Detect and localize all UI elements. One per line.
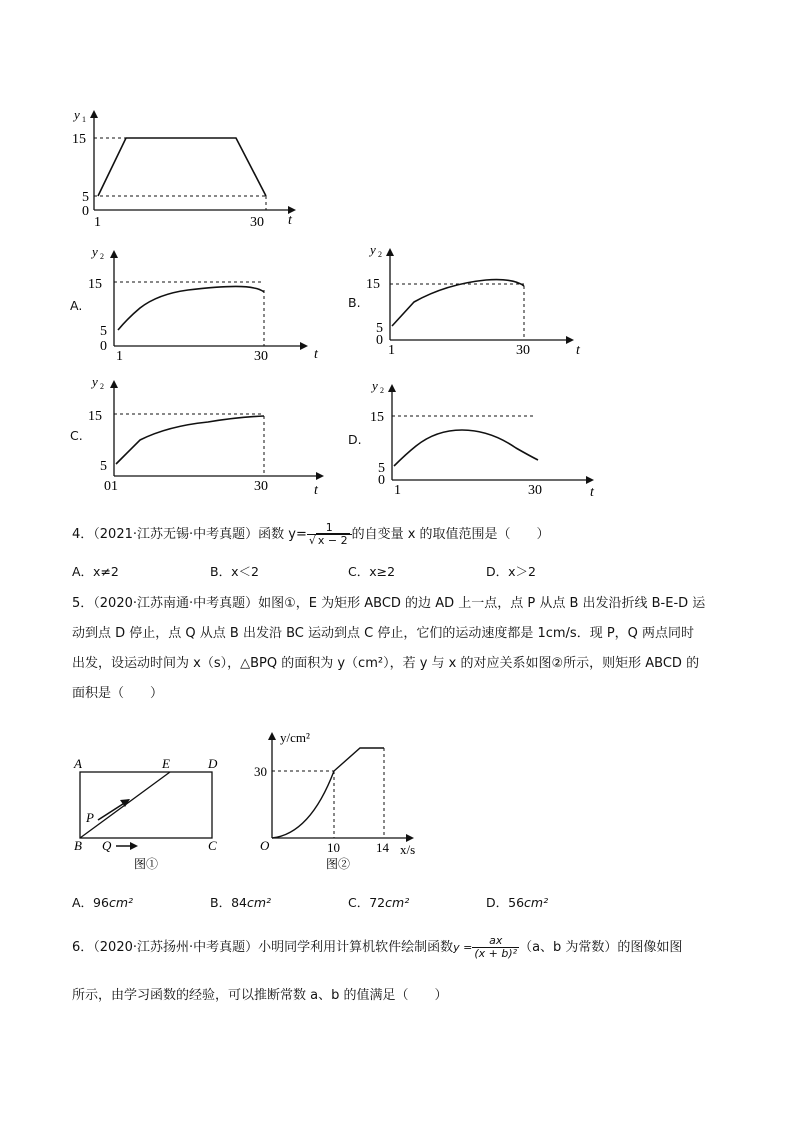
graph-option-b <box>366 240 596 360</box>
svg-text:O: O <box>260 838 270 853</box>
q4-option-a[interactable]: A．x≠2 <box>72 564 119 579</box>
y1-tick-30: 30 <box>250 215 264 230</box>
svg-text:1: 1 <box>394 483 401 498</box>
svg-text:A: A <box>74 756 82 771</box>
q3-option-a-label[interactable]: A. <box>70 298 83 313</box>
q5-line-3: 出发，设运动时间为 x（s），△BPQ 的面积为 y（cm²），若 y 与 x 的对应关系如图②所示，则矩形 ABCD 的 <box>72 656 700 671</box>
svg-text:15: 15 <box>370 410 384 425</box>
q4-option-c[interactable]: C．x≥2 <box>348 564 396 579</box>
q6-y-eq: y = <box>453 941 473 954</box>
svg-text:1: 1 <box>116 349 123 362</box>
svg-text:5: 5 <box>100 324 107 339</box>
question-6 <box>72 935 732 960</box>
y1-tick-1: 1 <box>94 215 101 230</box>
question-6-line-2: 所示，由学习函数的经验，可以推断常数 a、b 的值满足（ ） <box>72 988 448 1003</box>
svg-text:D: D <box>208 756 218 771</box>
y1-x-label: t <box>288 213 292 228</box>
fig1-caption: 图① <box>134 857 159 871</box>
svg-text:2: 2 <box>378 250 382 259</box>
svg-text:Q: Q <box>102 838 112 853</box>
svg-text:2: 2 <box>100 252 104 261</box>
svg-text:15: 15 <box>88 277 102 292</box>
svg-text:0: 0 <box>378 473 385 488</box>
graph-option-d <box>366 376 606 500</box>
svg-text:15: 15 <box>366 277 380 292</box>
svg-text:t: t <box>314 347 318 362</box>
q4-fraction: $\frac{1}{√ x - 2}$ <box>307 522 352 547</box>
q5-figure-2 <box>250 724 430 874</box>
svg-text:15: 15 <box>88 409 102 424</box>
q4-suffix: 的自变量 x 的取值范围是（ ） <box>351 527 550 542</box>
q4-option-b[interactable]: B．x＜2 <box>210 564 259 579</box>
svg-text:2: 2 <box>100 382 104 391</box>
q5-option-b[interactable]: B．84cm² <box>210 895 272 910</box>
svg-text:14: 14 <box>376 840 389 855</box>
q6-prefix: 6．（2020·江苏扬州·中考真题）小明同学利用计算机软件绘制函数 <box>72 940 454 955</box>
q5-option-a[interactable]: A．96cm² <box>72 895 134 910</box>
y1-axis-sub: 1 <box>82 115 86 124</box>
graph-option-a <box>88 242 328 362</box>
svg-text:x/s: x/s <box>400 842 416 857</box>
svg-text:30: 30 <box>516 343 530 358</box>
svg-text:y: y <box>370 242 376 257</box>
option-d-curve <box>394 430 538 466</box>
svg-text:t: t <box>590 485 594 500</box>
option-b-curve <box>392 280 524 326</box>
graph-y1 <box>70 100 310 230</box>
graph-option-c <box>88 372 328 496</box>
y1-tick-5: 5 <box>82 190 89 205</box>
svg-text:30: 30 <box>254 349 268 362</box>
svg-text:t: t <box>576 343 580 358</box>
svg-text:01: 01 <box>104 479 118 494</box>
svg-text:10: 10 <box>327 840 340 855</box>
q3-option-d-label[interactable]: D. <box>348 432 362 447</box>
svg-text:30: 30 <box>254 764 267 779</box>
svg-text:1: 1 <box>388 343 395 358</box>
y1-tick-0: 0 <box>82 204 89 219</box>
q5-line-4: 面积是（ ） <box>72 686 164 701</box>
q3-option-b-label[interactable]: B. <box>348 295 361 310</box>
svg-text:E: E <box>162 756 170 771</box>
svg-text:5: 5 <box>100 459 107 474</box>
y1-tick-15: 15 <box>72 132 86 147</box>
svg-text:y: y <box>92 244 98 259</box>
y1-axis-label: y <box>74 107 80 122</box>
q5-line-2: 动到点 D 停止，点 Q 从点 B 出发沿 BC 运动到点 C 停止，它们的运动速度都是 1cm/s．现 P，Q 两点同时 <box>72 626 695 641</box>
y1-curve <box>98 138 266 196</box>
svg-text:t: t <box>314 483 318 496</box>
q5-option-d[interactable]: D．56cm² <box>486 895 549 910</box>
fig2-curve <box>272 748 384 838</box>
svg-text:P: P <box>86 810 94 825</box>
svg-text:B: B <box>74 838 82 853</box>
option-c-curve <box>116 416 264 464</box>
svg-text:0: 0 <box>376 333 383 348</box>
option-a-curve <box>118 286 264 330</box>
svg-text:C: C <box>208 838 217 853</box>
svg-text:y: y <box>372 378 378 393</box>
q4-prefix: 4．（2021·江苏无锡·中考真题）函数 y= <box>72 527 307 542</box>
q6-suffix: （a、b 为常数）的图像如图 <box>519 940 683 955</box>
q5-option-c[interactable]: C．72cm² <box>348 895 410 910</box>
svg-text:2: 2 <box>380 386 384 395</box>
q5-line-1: 5．（2020·江苏南通·中考真题）如图①，E 为矩形 ABCD 的边 AD 上一点，点 P 从点 B 出发沿折线 B-E-D 运 <box>72 596 706 611</box>
fig2-caption: 图② <box>326 857 351 871</box>
svg-text:5: 5 <box>376 321 383 336</box>
svg-text:5: 5 <box>378 461 385 476</box>
q5-figure-1 <box>68 752 238 876</box>
q6-fraction: $\frac{ax}{\text{(x + b)²}}$ <box>474 934 518 960</box>
svg-text:y: y <box>92 374 98 389</box>
q3-option-c-label[interactable]: C. <box>70 428 83 443</box>
svg-text:30: 30 <box>254 479 268 494</box>
question-4 <box>72 522 732 547</box>
svg-text:y/cm²: y/cm² <box>280 730 310 745</box>
svg-text:30: 30 <box>528 483 542 498</box>
svg-text:0: 0 <box>100 339 107 354</box>
q4-option-d[interactable]: D．x＞2 <box>486 564 536 579</box>
